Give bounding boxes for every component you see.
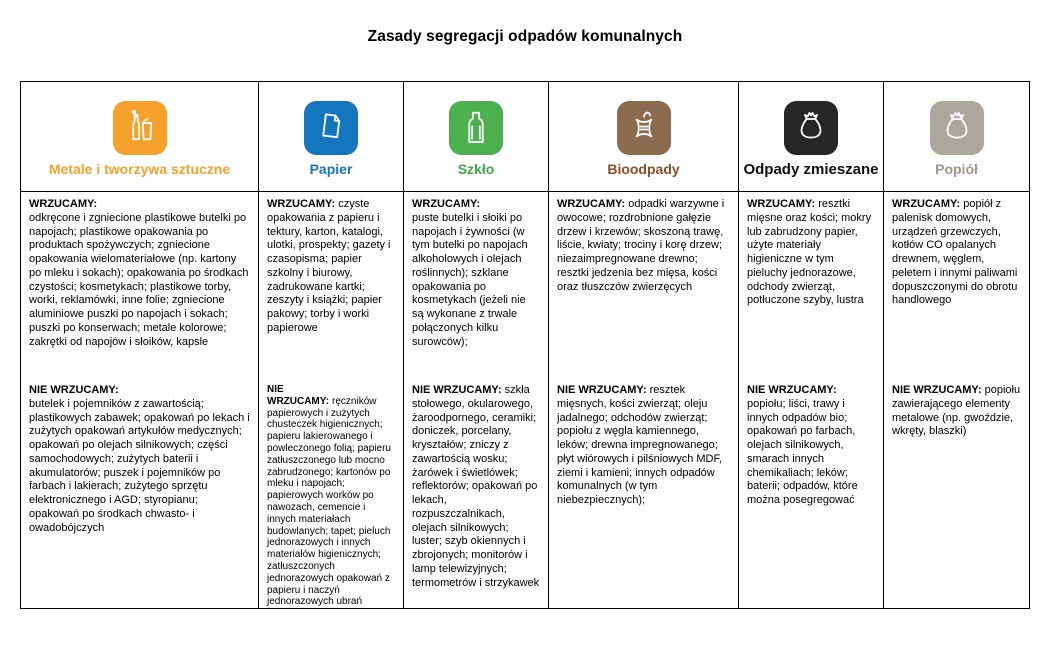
not-allowed-label: NIE WRZUCAMY: (892, 384, 982, 396)
not-allowed-cell-metale (21, 378, 259, 608)
column-title-metale: Metale i tworzywa sztuczne (48, 161, 231, 177)
allowed-label: WRZUCAMY: (557, 198, 626, 210)
allowed-label: WRZUCAMY: (267, 198, 336, 210)
not-allowed-cell-szklo (404, 378, 549, 608)
apple-core-icon (617, 101, 671, 155)
page-title: Zasady segregacji odpadów komunalnych (367, 28, 683, 45)
allowed-text: czyste opakowania z papieru i tektury, karton, katalogi, ulotki, prospekty; gazety i czasopisma; papier szkolny i biurowy, zadrukowane kartki; zeszyty i książki; papier pakowy; torby i worki papierowe (267, 198, 391, 334)
allowed-cell-zmieszane (739, 192, 884, 378)
column-title-papier: Papier (309, 161, 353, 177)
not-allowed-text: resztek mięsnych, kości zwierząt; oleju jadalnego; odchodów zwierząt; popiołu z węgla kamiennego, leków; drewna impregnowanego; płyt wiórowych i pilśniowych MDF, ziemi i kamieni; innych odpadów komunalnych (w tym niebezpiecznych); (557, 384, 723, 506)
column-title-bioodpady: Bioodpady (607, 161, 680, 177)
column-header-papier (259, 82, 404, 192)
allowed-label: WRZUCAMY: (892, 198, 961, 210)
not-allowed-label: NIE WRZUCAMY: (557, 384, 647, 396)
not-allowed-cell-papier (259, 378, 404, 608)
not-allowed-text: szkła stołowego, okularowego, żaroodpornego, ceramiki; doniczek, porcelany, kryształów; zniczy z zawartością wosku; żarówek i świetlówek; reflektorów; opakowań po lekach, rozpuszczalnikach, olejach silnikowych; luster; szyb okiennych i zbrojonych; monitorów i lamp telewizyjnych; termometrów i strzykawek (412, 384, 540, 589)
allowed-text: puste butelki i słoiki po napojach i żywności (w tym butelki po napojach alkoholowych i olejach roślinnych); szklane opakowania po kosmetykach (jeżeli nie są wykonane z trwale połączonych kilku surowców); (412, 211, 528, 348)
paper-sheet-icon (304, 101, 358, 155)
column-header-bioodpady (549, 82, 739, 192)
column-title-popiol: Popiół (935, 161, 978, 177)
not-allowed-cell-bioodpady (549, 378, 739, 608)
column-title-szklo: Szkło (457, 161, 495, 177)
not-allowed-text: butelek i pojemników z zawartością; plastikowych zabawek; opakowań po lekach i zużytych opakowań artykułów medycznych; opakowań po olejach silnikowych; części samochodowych; zużytych baterii i akumulatorów; puszek i pojemników po farbach i lakierach; zużytego sprzętu elektronicznego i AGD; styropianu; opakowań po środkach chwasto- i owadobójczych (29, 397, 250, 534)
not-allowed-label: NIE WRZUCAMY: (747, 384, 837, 396)
allowed-text: popiół z palenisk domowych, urządzeń grzewczych, kotłów CO opalanych drewnem, węglem, peletem i innymi paliwami dopuszczonymi do obrotu handlowego (892, 198, 1018, 307)
allowed-cell-metale (21, 192, 259, 378)
not-allowed-text: ręczników papierowych i zużytych chusteczek higienicznych; papieru lakierowanego i powleczonego folią; papieru zatłuszczonego lub mocno zabrudzonego; kartonów po mleku i napojach; papierowych worków po nawozach, cemencie i innych materiałach budowlanych; tapet; pieluch jednorazowych i innych materiałów higienicznych; zatłuszczonych jednorazowych opakowań z papieru i naczyń jednorazowych ubrań (267, 395, 391, 608)
column-header-zmieszane (739, 82, 884, 192)
column-title-zmieszane: Odpady zmieszane (743, 161, 879, 178)
trash-bag-icon (784, 101, 838, 155)
glass-bottle-icon (449, 101, 503, 155)
not-allowed-text: popiołu zawierającego elementy metalowe (np. gwoździe, wkręty, blaszki) (892, 384, 1021, 438)
column-header-metale (21, 82, 259, 192)
allowed-text: odpadki warzywne i owocowe; rozdrobnione gałęzie drzew i krzewów; skoszoną trawę, liście, kwiaty; trociny i korę drzew; niezaimpregnowane drewno; resztki jedzenia bez mięsa, kości oraz tłuszczów zwierzęcych (557, 198, 725, 293)
not-allowed-label: NIE WRZUCAMY: (412, 384, 502, 396)
ash-bag-icon (930, 101, 984, 155)
allowed-label: WRZUCAMY: (412, 198, 481, 210)
not-allowed-label: NIE WRZUCAMY: (29, 384, 119, 396)
allowed-text: odkręcone i zgniecione plastikowe butelki po napojach; plastikowe opakowania po produktach spożywczych; zgniecione opakowania wielomateriałowe (np. kartony po mleku i sokach); opakowania po środkach czystości; kosmetykach; plastikowe torby, worki, reklamówki, inne folie; zgniecione aluminiowe puszki po napojach i sokach; puszki po konserwach; metale kolorowe; zakrętki od napojów i słoików, kapsle (29, 211, 249, 348)
bottle-and-can-icon (113, 101, 167, 155)
not-allowed-cell-zmieszane (739, 378, 884, 608)
allowed-cell-papier (259, 192, 404, 378)
not-allowed-label: NIE WRZUCAMY: (267, 384, 330, 407)
allowed-text: resztki mięsne oraz kości; mokry lub zabrudzony papier, użyte materiały higieniczne w tym pieluchy jednorazowe, odchody zwierząt, potłuczone szyby, lustra (747, 198, 872, 307)
not-allowed-text: popiołu; liści, trawy i innych odpadów bio; opakowań po farbach, olejach silnikowych, smarach innych chemikaliach; leków; baterii; odpadów, które można posegregować (747, 397, 858, 506)
not-allowed-cell-popiol (884, 378, 1029, 608)
allowed-label: WRZUCAMY: (747, 198, 816, 210)
allowed-cell-popiol (884, 192, 1029, 378)
allowed-cell-bioodpady (549, 192, 739, 378)
column-header-popiol (884, 82, 1029, 192)
allowed-cell-szklo (404, 192, 549, 378)
allowed-label: WRZUCAMY: (29, 198, 98, 210)
waste-segregation-table (20, 81, 1030, 609)
column-header-szklo (404, 82, 549, 192)
